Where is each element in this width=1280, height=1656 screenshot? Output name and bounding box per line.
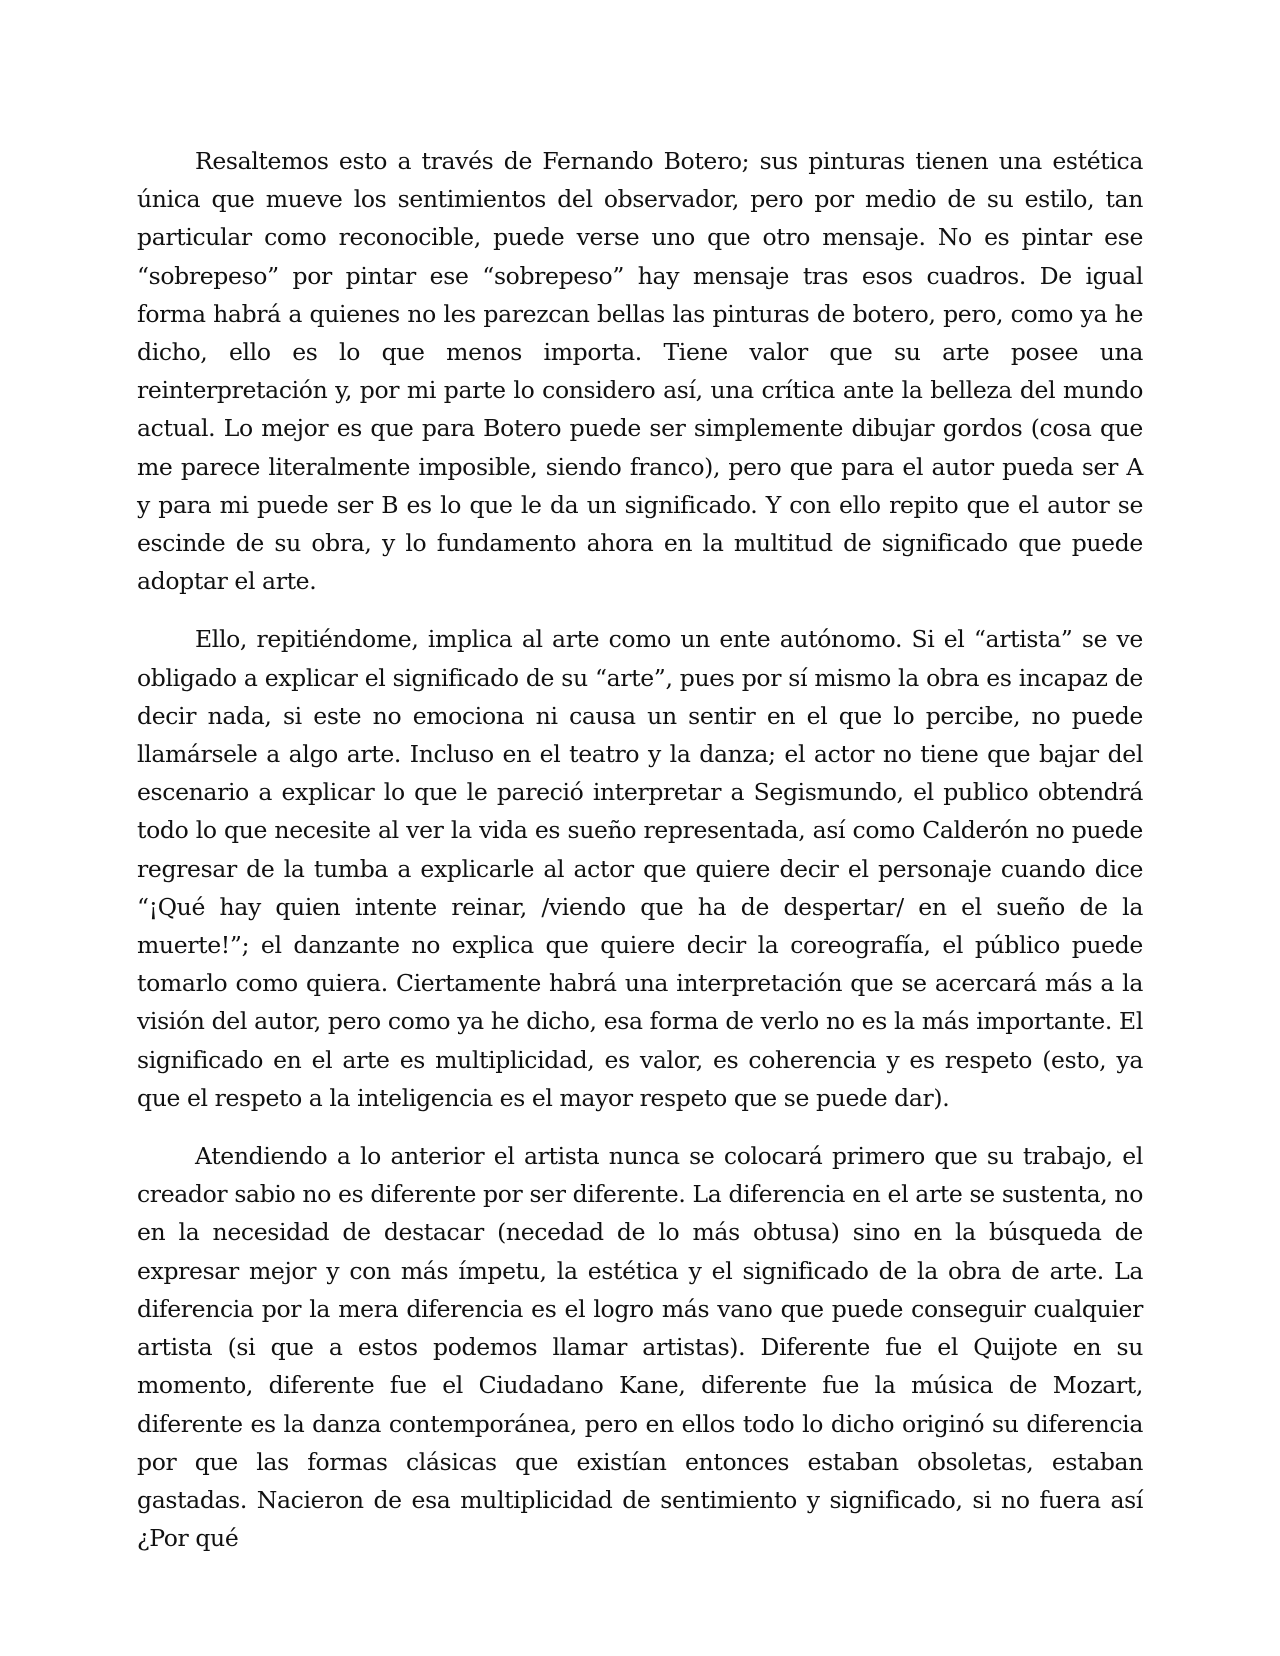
paragraph-arte-autonomo: Ello, repitiéndome, implica al arte como un ente autónomo. Si el “artista” se ve obligado a explicar el significado de su “arte”, pues por sí mismo la obra es incapaz de decir nada, si este no emociona ni causa un sentir en el que lo percibe, no puede llamársele a algo arte. Incluso en el teatro y la danza; el actor no tiene que bajar del escenario a explicar lo que le pareció interpretar a Segismundo, el publico obtendrá todo lo que necesite al ver la vida es sueño representada, así como Calderón no puede regresar de la tumba a explicarle al actor que quiere decir el personaje cuando dice “¡Qué hay quien intente reinar, /viendo que ha de despertar/ en el sueño de la muerte!”; el danzante no explica que quiere decir la coreografía, el público puede tomarlo como quiera. Ciertamente habrá una interpretación que se acercará más a la visión del autor, pero como ya he dicho, esa forma de verlo no es la más importante. El significado en el arte es multiplicidad, es valor, es coherencia y es respeto (esto, ya que el respeto a la inteligencia es el mayor respeto que se puede dar). [137, 625, 1143, 1112]
paragraph-diferencia: Atendiendo a lo anterior el artista nunca se colocará primero que su trabajo, el creador sabio no es diferente por ser diferente. La diferencia en el arte se sustenta, no en la necesidad de destacar (necedad de lo más obtusa) sino en la búsqueda de expresar mejor y con más ímpetu, la estética y el significado de la obra de arte. La diferencia por la mera diferencia es el logro más vano que puede conseguir cualquier artista (si que a estos podemos llamar artistas). Diferente fue el Quijote en su momento, diferente fue el Ciudadano Kane, diferente fue la música de Mozart, diferente es la danza contemporánea, pero en ellos todo lo dicho originó su diferencia por que las formas clásicas que existían entonces estaban obsoletas, estaban gastadas. Nacieron de esa multiplicidad de sentimiento y significado, si no fuera así ¿Por qué [137, 1142, 1143, 1553]
paragraph-botero: Resaltemos esto a través de Fernando Botero; sus pinturas tienen una estética única que mueve los sentimientos del observador, pero por medio de su estilo, tan particular como reconocible, puede verse uno que otro mensaje. No es pintar ese “sobrepeso” por pintar ese “sobrepeso” hay mensaje tras esos cuadros. De igual forma habrá a quienes no les parezcan bellas las pinturas de botero, pero, como ya he dicho, ello es lo que menos importa. Tiene valor que su arte posee una reinterpretación y, por mi parte lo considero así, una crítica ante la belleza del mundo actual. Lo mejor es que para Botero puede ser simplemente dibujar gordos (cosa que me parece literalmente imposible, siendo franco), pero que para el autor pueda ser A y para mi puede ser B es lo que le da un significado. Y con ello repito que el autor se escinde de su obra, y lo fundamento ahora en la multitud de significado que puede adoptar el arte. [137, 147, 1143, 596]
